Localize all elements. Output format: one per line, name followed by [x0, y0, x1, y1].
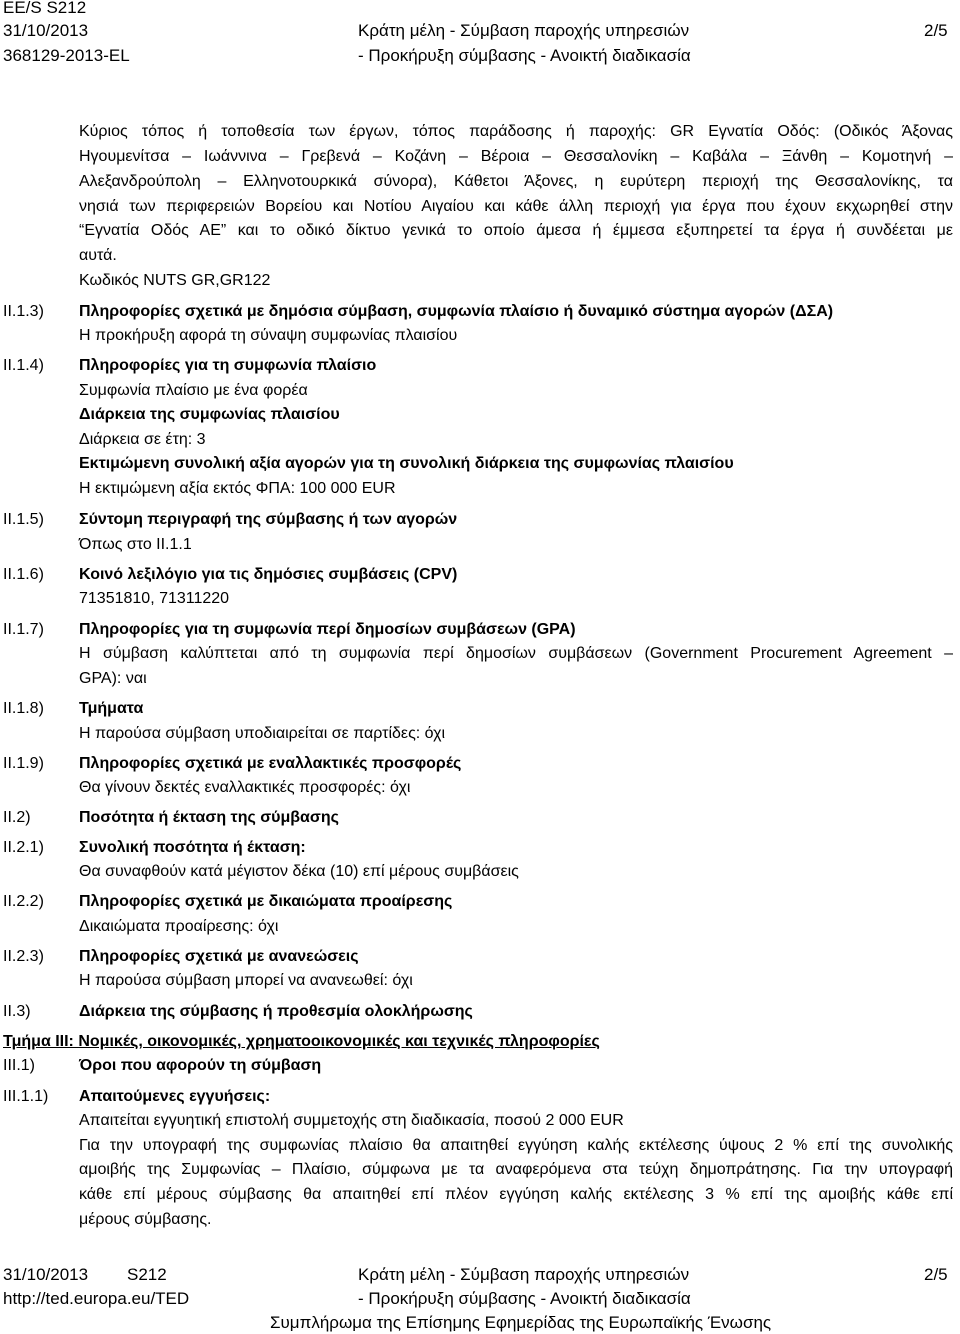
section-number: II.2)	[3, 809, 31, 826]
location-line: Κύριος τόπος ή τοποθεσία των έργων, τόπος παράδοσης ή παροχής: GR Εγνατία Οδός: (Οδικός Άξονας	[79, 123, 953, 140]
location-line: Ηγουμενίτσα – Ιωάννινα – Γρεβενά – Κοζάνη – Βέροια – Θεσσαλονίκη – Καβάλα – Ξάνθη – Κομοτηνή –	[79, 148, 953, 165]
section-number: II.2.2)	[3, 893, 44, 910]
nuts-code: Κωδικός NUTS GR,GR122	[79, 272, 271, 289]
section-title: Πληροφορίες σχετικά με εναλλακτικές προσφορές	[79, 755, 462, 772]
section-text: Θα γίνουν δεκτές εναλλακτικές προσφορές: όχι	[79, 779, 411, 796]
footer-page: 2/5	[924, 1265, 948, 1284]
section-number: II.1.3)	[3, 303, 44, 320]
section-text: αμοιβής της Συμφωνίας – Πλαίσιο, σύμφωνα με τα αναφερόμενα στα τεύχη δημοπράτησης. Για την υπογραφή	[79, 1161, 953, 1178]
subsection-text: Διάρκεια σε έτη: 3	[79, 431, 206, 448]
section-number: III.1.1)	[3, 1088, 49, 1105]
section-number: III.1)	[3, 1057, 36, 1074]
section-number: II.1.9)	[3, 755, 44, 772]
section-title: Πληροφορίες σχετικά με δικαιώματα προαίρεσης	[79, 893, 453, 910]
section-text: κάθε επί μέρους σύμβασης θα απαιτηθεί επί πλέον εγγύηση καλής εκτέλεσης 3 % επί της αμοιβής κάθε επί	[79, 1186, 953, 1203]
location-line: αυτά.	[79, 247, 117, 264]
header-page: 2/5	[924, 21, 948, 40]
header-doc-id: 368129-2013-EL	[3, 46, 130, 65]
section-title: Όροι που αφορούν τη σύμβαση	[79, 1057, 322, 1074]
footer-title-line1: Κράτη μέλη - Σύμβαση παροχής υπηρεσιών	[358, 1265, 690, 1284]
subsection-title: Εκτιμώμενη συνολική αξία αγορών για τη συνολική διάρκεια της συμφωνίας πλαισίου	[79, 455, 734, 472]
section-title: Πληροφορίες για τη συμφωνία περί δημοσίων συμβάσεων (GPA)	[79, 621, 576, 638]
section-text: Θα συναφθούν κατά μέγιστον δέκα (10) επί μέρους συμβάσεις	[79, 863, 519, 880]
footer-url[interactable]: http://ted.europa.eu/TED	[3, 1289, 190, 1308]
section-title: Πληροφορίες σχετικά με ανανεώσεις	[79, 948, 359, 965]
section-number: II.2.1)	[3, 839, 44, 856]
footer-title-line2: - Προκήρυξη σύμβασης - Ανοικτή διαδικασία	[358, 1289, 691, 1308]
section-number: II.1.7)	[3, 621, 44, 638]
section-text: Συμφωνία πλαίσιο με ένα φορέα	[79, 382, 308, 399]
section-number: II.2.3)	[3, 948, 44, 965]
header-doc-type: EE/S S212	[3, 0, 87, 17]
location-line: νησιά των περιφερειών Βορείου και Νοτίου Αιγαίου και κάθε άλλη περιοχή για έργα που έχουν εκχωρηθεί στην	[79, 198, 953, 215]
part-heading: Τμήμα III: Νομικές, οικονομικές, χρηματοοικονομικές και τεχνικές πληροφορίες	[3, 1033, 600, 1050]
footer-date: 31/10/2013	[3, 1265, 89, 1284]
section-number: II.3)	[3, 1003, 31, 1020]
location-line: “Εγνατία Οδός ΑΕ” και το οδικό δίκτυο γενικά το οποίο άμεσα ή έμμεσα εξυπηρετεί τα έργα ή συνδέεται με	[79, 222, 953, 239]
section-title: Τμήματα	[79, 700, 144, 717]
section-text: Η παρούσα σύμβαση υποδιαιρείται σε παρτίδες: όχι	[79, 725, 446, 742]
section-text: GPA): ναι	[79, 670, 147, 687]
section-text: Για την υπογραφή της συμφωνίας πλαίσιο θα απαιτηθεί εγγύηση καλής εκτέλεσης ύψους 2 % επί της συνολικής	[79, 1137, 953, 1154]
section-number: II.1.5)	[3, 511, 44, 528]
section-text: μέρους σύμβασης.	[79, 1211, 212, 1228]
section-text: Η παρούσα σύμβαση μπορεί να ανανεωθεί: όχι	[79, 972, 413, 989]
header-date: 31/10/2013	[3, 21, 89, 40]
location-line: Αλεξανδρούπολη – Ελληνοτουρκικά σύνορα), Κάθετοι Άξονες, η ευρύτερη περιοχή της Θεσσαλονίκης, τα	[79, 173, 953, 190]
section-title: Συνολική ποσότητα ή έκταση:	[79, 839, 306, 856]
header-title-line2: - Προκήρυξη σύμβασης - Ανοικτή διαδικασία	[358, 46, 691, 65]
footer-code: S212	[127, 1265, 167, 1284]
subsection-text: Η εκτιμώμενη αξία εκτός ΦΠΑ: 100 000 EUR	[79, 480, 396, 497]
section-text: Δικαιώματα προαίρεσης: όχι	[79, 918, 279, 935]
section-number: II.1.6)	[3, 566, 44, 583]
section-title: Απαιτούμενες εγγυήσεις:	[79, 1088, 271, 1105]
section-title: Διάρκεια της σύμβασης ή προθεσμία ολοκλήρωσης	[79, 1003, 473, 1020]
footer-title-line3: Συμπλήρωμα της Επίσημης Εφημερίδας της Ευρωπαϊκής Ένωσης	[270, 1313, 772, 1332]
section-title: Πληροφορίες για τη συμφωνία πλαίσιο	[79, 357, 377, 374]
section-title: Σύντομη περιγραφή της σύμβασης ή των αγορών	[79, 511, 458, 528]
section-text: 71351810, 71311220	[79, 590, 230, 607]
section-text: Όπως στο II.1.1	[79, 536, 192, 553]
section-text: Απαιτείται εγγυητική επιστολή συμμετοχής στη διαδικασία, ποσού 2 000 EUR	[79, 1112, 624, 1129]
section-text: Η προκήρυξη αφορά τη σύναψη συμφωνίας πλαισίου	[79, 327, 458, 344]
section-title: Πληροφορίες σχετικά με δημόσια σύμβαση, συμφωνία πλαίσιο ή δυναμικό σύστημα αγορών (ΔΣΑ)	[79, 303, 834, 320]
subsection-title: Διάρκεια της συμφωνίας πλαισίου	[79, 406, 340, 423]
section-title: Κοινό λεξιλόγιο για τις δημόσιες συμβάσεις (CPV)	[79, 566, 458, 583]
header-title-line1: Κράτη μέλη - Σύμβαση παροχής υπηρεσιών	[358, 21, 690, 40]
section-number: II.1.4)	[3, 357, 44, 374]
section-number: II.1.8)	[3, 700, 44, 717]
section-text: Η σύμβαση καλύπτεται από τη συμφωνία περί δημοσίων συμβάσεων (Government Procurement Agreement –	[79, 645, 953, 662]
section-title: Ποσότητα ή έκταση της σύμβασης	[79, 809, 339, 826]
